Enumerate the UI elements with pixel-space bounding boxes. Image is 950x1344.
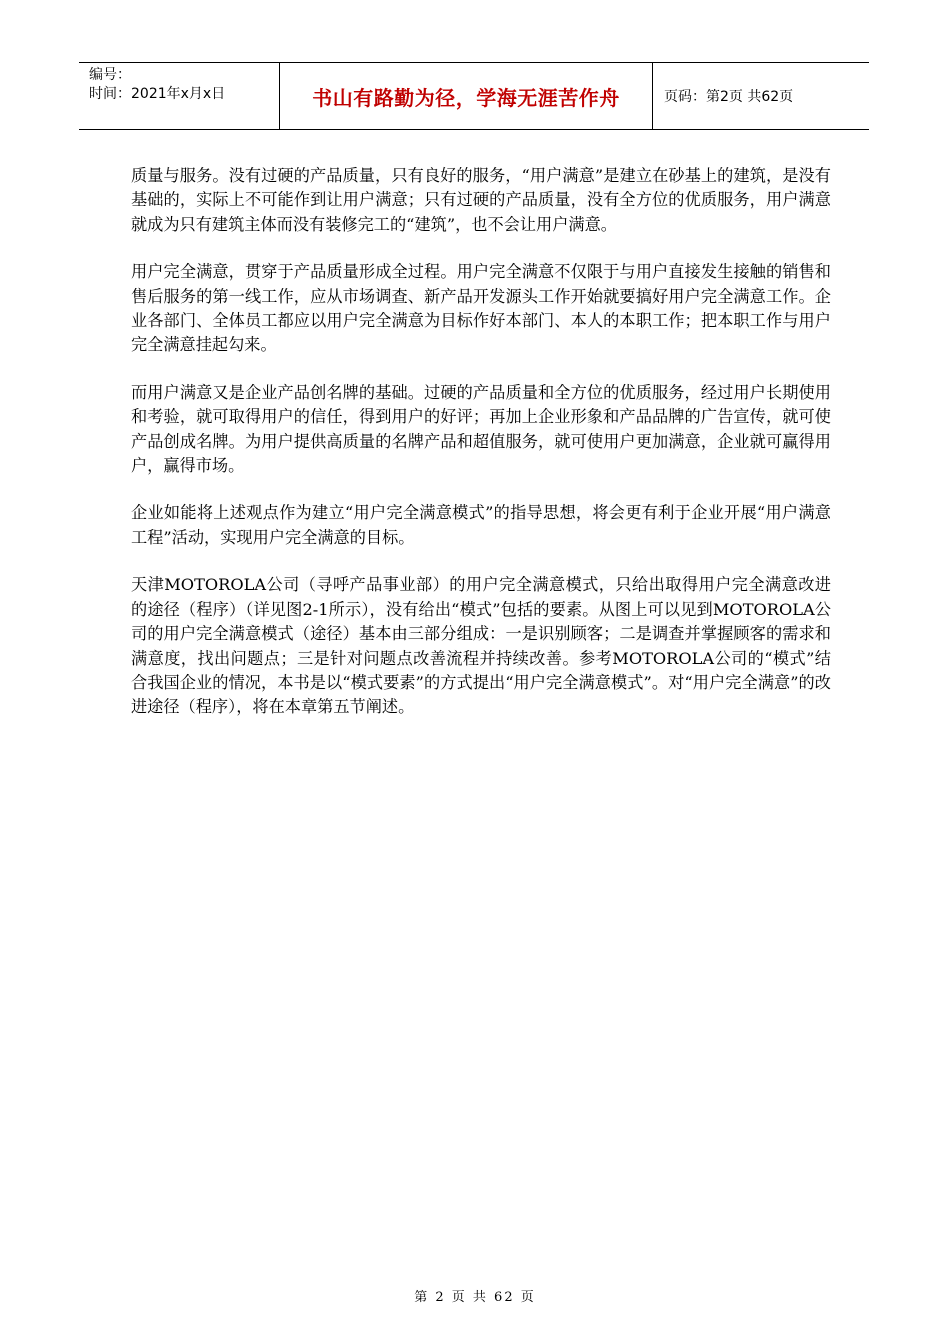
page-header [79, 62, 869, 130]
paragraph: 用户完全满意，贯穿于产品质量形成全过程。用户完全满意不仅限于与用户直接发生接触的销售和售后服务的第一线工作，应从市场调查、新产品开发源头工作开始就要搞好用户完全满意工作。企业各部门、全体员工都应以用户完全满意为目标作好本部门、本人的本职工作；把本职工作与用户完全满意挂起勾来。 [131, 262, 831, 355]
page-footer: 第 2 页 共 62 页 [414, 1290, 536, 1305]
header-page-code: 页码：第2页 共62页 [664, 89, 794, 105]
paragraph: 企业如能将上述观点作为建立“用户完全满意模式”的指导思想，将会更有利于企业开展“用户满意工程”活动，实现用户完全满意的目标。 [131, 503, 831, 547]
paragraph: 而用户满意又是企业产品创名牌的基础。过硬的产品质量和全方位的优质服务，经过用户长期使用和考验，就可取得用户的信任，得到用户的好评；再加上企业形象和产品品牌的广告宣传，就可使产品创成名牌。为用户提供高质量的名牌产品和超值服务，就可使用户更加满意，企业就可赢得用户，赢得市场。 [131, 382, 831, 476]
header-motto: 书山有路勤为径，学海无涯苦作舟 [280, 63, 653, 129]
paragraph: 天津MOTOROLA公司（寻呼产品事业部）的用户完全满意模式，只给出取得用户完全满意改进的途径（程序）（详见图2-1所示），没有给出“模式”包括的要素。从图上可以见到MOTOROLA公司的用户完全满意模式（途径）基本由三部分组成：一是识别顾客；二是调查并掌握顾客的需求和满意度，找出问题点；三是针对问题点改善流程并持续改善。参考MOTOROLA公司的“模式”结合我国企业的情况，本书是以“模式要素”的方式提出“用户完全满意模式”。对“用户完全满意”的改进途径（程序），将在本章第五节阐述。 [131, 575, 831, 717]
document-number-label: 编号： [89, 67, 131, 83]
document-time-label: 时间：2021年x月x日 [89, 86, 226, 102]
paragraph: 质量与服务。没有过硬的产品质量，只有良好的服务，“用户满意”是建立在砂基上的建筑，是没有基础的，实际上不可能作到让用户满意；只有过硬的产品质量，没有全方位的优质服务，用户满意就成为只有建筑主体而没有装修完工的“建筑”，也不会让用户满意。 [131, 166, 831, 234]
document-body [131, 164, 831, 743]
header-meta [79, 63, 280, 129]
